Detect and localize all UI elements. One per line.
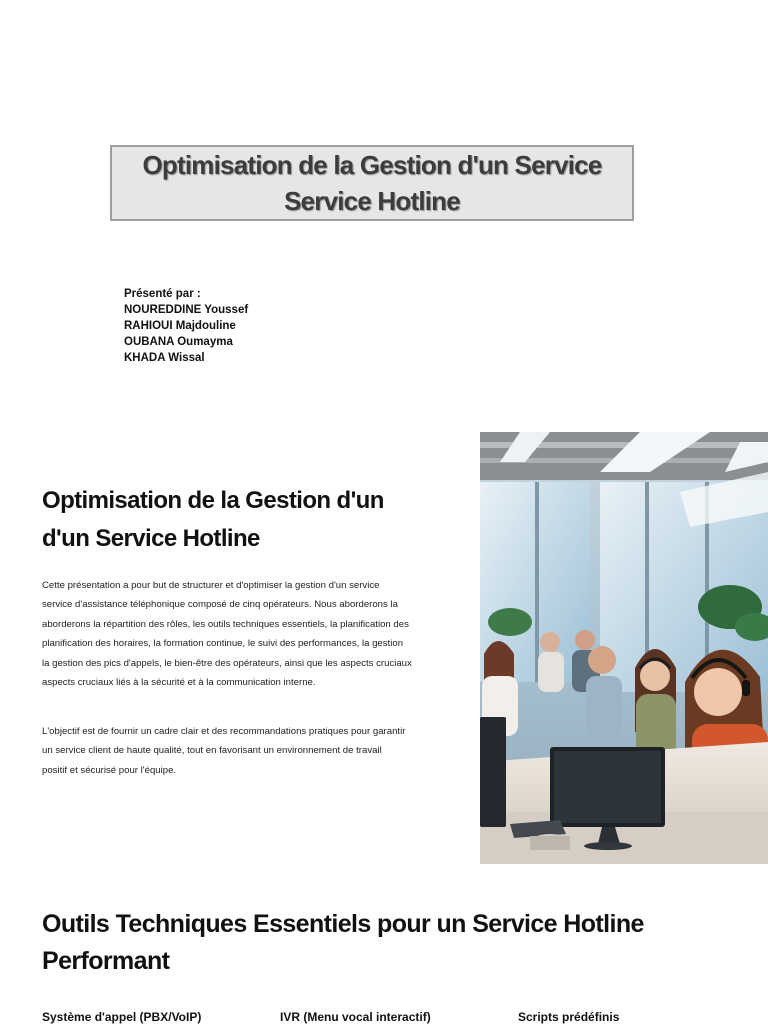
title-line-1: Optimisation de la Gestion d'un Service [142, 150, 602, 180]
paragraph-line: un service client de haute qualité, tout en favorisant un environnement de travail [42, 745, 382, 757]
paragraph-line: service d'assistance téléphonique composé de cinq opérateurs. Nous aborderons la [42, 599, 398, 611]
intro-heading-line-1: Optimisation de la Gestion d'un [42, 487, 384, 514]
paragraph-line: aborderons la répartition des rôles, les outils techniques essentiels, la planification des [42, 618, 409, 630]
intro-heading-line-2: d'un Service Hotline [42, 525, 260, 552]
presenter-name: KHADA Wissal [124, 352, 205, 364]
title-line-2: Service Hotline [284, 186, 460, 216]
tool-column-ivr: IVR (Menu vocal interactif) [280, 1010, 431, 1024]
paragraph-line: planification des horaires, la formation continue, le suivi des performances, la gestion [42, 638, 404, 650]
intro-heading [42, 482, 462, 558]
title-box [110, 145, 634, 221]
tool-column-pbx-voip: Système d'appel (PBX/VoIP) [42, 1010, 202, 1024]
intro-paragraph-1 [42, 576, 442, 692]
tools-heading-line-2: Performant [42, 947, 170, 975]
presenter-name: NOUREDDINE Youssef [124, 304, 249, 316]
paragraph-line: Cette présentation a pour but de structurer et d'optimiser la gestion d'un service [42, 580, 380, 591]
paragraph-line: aspects cruciaux liés à la sécurité et à la communication interne. [42, 677, 316, 689]
presenter-name: OUBANA Oumayma [124, 336, 233, 348]
intro-paragraph-2 [42, 722, 442, 780]
tool-column-scripts: Scripts prédéfinis [518, 1010, 620, 1024]
paragraph-line: L'objectif est de fournir un cadre clair et des recommandations pratiques pour garantir [42, 726, 406, 737]
presenters-label: Présenté par : [124, 288, 201, 300]
paragraph-line: la gestion des pics d'appels, le bien-être des opérateurs, ainsi que les aspects cruciaux [42, 657, 412, 669]
tools-heading [42, 906, 742, 980]
call-center-office-photo [480, 432, 768, 864]
presenters-block [124, 286, 248, 366]
paragraph-line: positif et sécurisé pour l'équipe. [42, 764, 177, 776]
tools-heading-line-1: Outils Techniques Essentiels pour un Service Hotline [42, 910, 644, 938]
presenter-name: RAHIOUI Majdouline [124, 320, 236, 332]
